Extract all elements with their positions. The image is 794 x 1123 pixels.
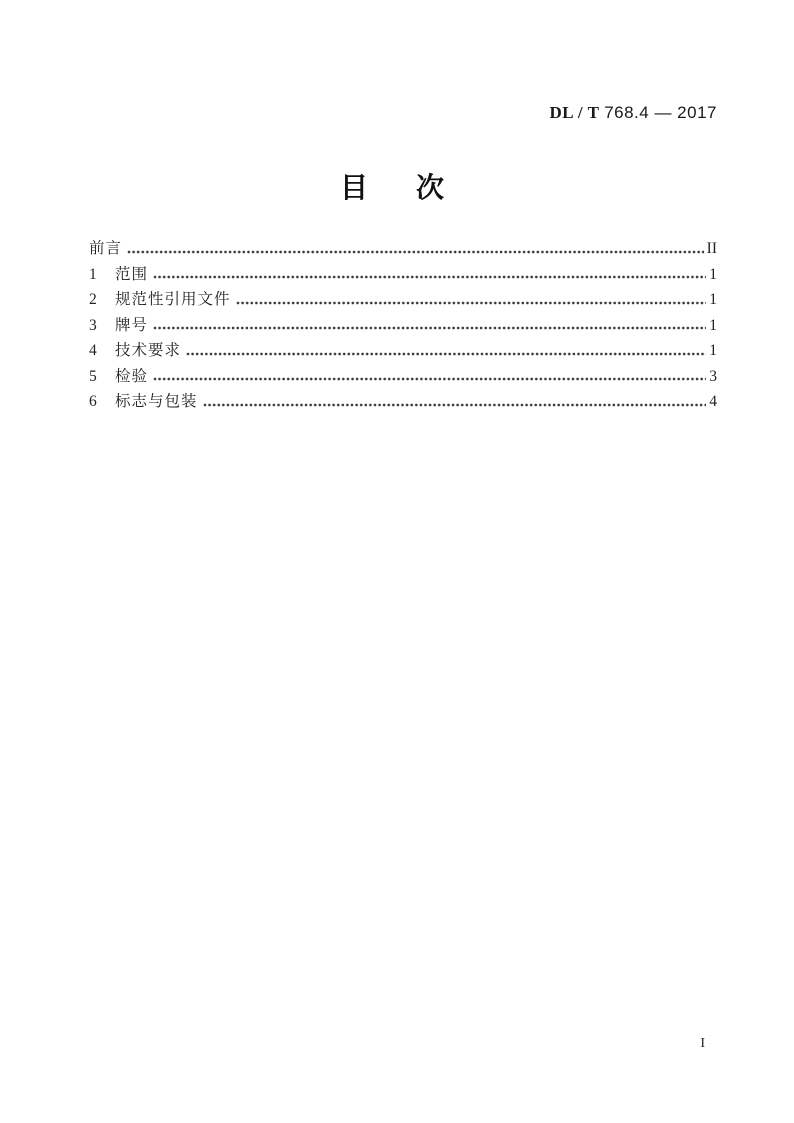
toc-entry (89, 287, 717, 313)
toc-leader-dots (186, 350, 706, 358)
toc-entry (89, 364, 717, 390)
page-title: 目 次 (339, 172, 454, 203)
toc-entry-number: 1 (89, 265, 97, 283)
standard-code-prefix: DL / T (549, 103, 600, 122)
toc-leader-dots (203, 401, 707, 409)
toc-entry-label: 检验 (115, 367, 149, 385)
toc-leader-dots (127, 248, 704, 256)
toc-entry-page: 4 (709, 393, 717, 410)
toc-entry-page: 1 (709, 265, 717, 283)
toc-entry-label: 前言 (89, 240, 123, 257)
toc-entry (89, 389, 717, 415)
toc-entry-page: 1 (709, 342, 717, 359)
toc-entry-page: II (706, 240, 717, 257)
toc-entry (89, 236, 717, 262)
toc-entry-label: 技术要求 (115, 342, 182, 359)
toc-entry-label: 范围 (115, 265, 149, 283)
toc-entry-label: 标志与包装 (115, 393, 198, 410)
toc-leader-dots (236, 299, 707, 307)
footer-page-number: I (700, 1036, 705, 1051)
toc-entry-number: 4 (89, 342, 97, 359)
toc-entry-number: 6 (89, 393, 97, 410)
standard-code-number: 768.4 — 2017 (604, 103, 717, 122)
toc-entry-number: 5 (89, 367, 97, 385)
toc-leader-dots (153, 375, 706, 383)
toc-list (89, 236, 717, 415)
toc-leader-dots (153, 324, 706, 332)
toc-entry (89, 338, 717, 364)
toc-leader-dots (153, 273, 706, 281)
toc-entry-page: 1 (709, 291, 717, 308)
toc-entry (89, 313, 717, 339)
toc-entry-page: 1 (709, 316, 717, 334)
toc-entry-number: 2 (89, 291, 97, 308)
toc-entry-page: 3 (709, 367, 717, 385)
toc-entry-label: 规范性引用文件 (115, 291, 231, 308)
toc-entry-number: 3 (89, 316, 97, 334)
standard-code-header (550, 103, 718, 123)
toc-entry-label: 牌号 (115, 316, 149, 334)
toc-entry (89, 262, 717, 288)
